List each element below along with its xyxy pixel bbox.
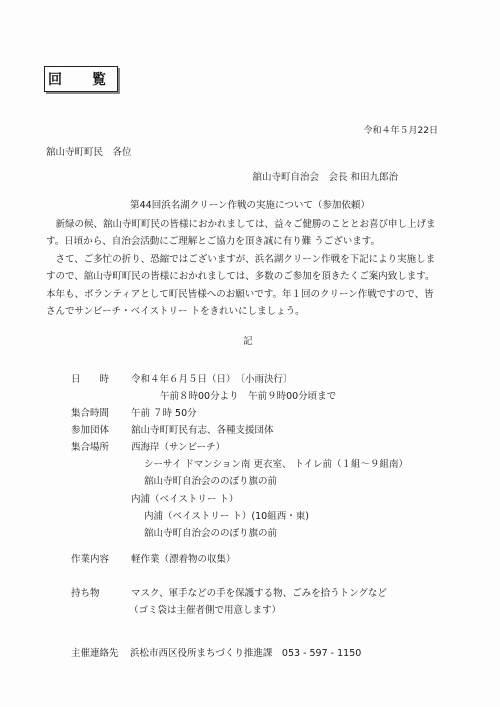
place-label: 集合場所 (71, 442, 110, 453)
contact-label: 主催連絡先 (71, 648, 119, 659)
circular-stamp: 回 覧 (44, 66, 118, 92)
datetime-value: 令和４年６月５日（日） 〔小雨決行〕 (131, 374, 293, 385)
datetime-value-time: 午前８時00分より 午前９時00分頃まで (160, 391, 337, 402)
sender-line: 舘山寺町自治会 会長 和田九郎治 (252, 172, 398, 183)
work-label: 作業内容 (71, 554, 110, 565)
place1-detail: シーサイ ドマンション南 更衣室、 トイレ前（１組～９組南） (144, 459, 408, 470)
recipient-line: 舘山寺町町民 各位 (46, 147, 132, 158)
place1-flag: 舘山寺町自治会ののぼり旗の前 (144, 476, 278, 487)
place1-name: 西海岸（サンビーチ） (131, 442, 226, 453)
place2-detail: 内浦（ベイストリー ト）(10組西・東) (144, 511, 309, 522)
place2-flag: 舘山寺町自治会ののぼり旗の前 (144, 528, 278, 539)
contact-value: 浜松市西区役所まちづくり推進課 053 - 597 - 1150 (130, 648, 362, 659)
place2-name: 内浦（ベイストリー ト） (131, 494, 239, 505)
request-paragraph: さて、ご多忙の折り、恐縮ではございますが、浜名湖クリーン作戦を下記により実施しますので、舘山寺町町民の皆様におかれましては、多数のご参加を頂きたくご案内致します。本年も、ボランティアとして町民皆様へのお願いです。年１回のクリーン作戦ですので、皆さんでサンビーチ・ベイストリー トをきれいにしましょう。 (46, 254, 436, 318)
groups-value: 舘山寺町町民有志、各種支援団体 (131, 425, 274, 436)
greeting-paragraph: 新緑の候、舘山寺町町民の皆様におかれましては、益々ご健勝のこととお喜び申し上げます。日頃から、自治会活動にご理解とご協力を頂き誠に有り難 うございます。 (46, 219, 436, 248)
bring-label: 持ち物 (71, 588, 100, 599)
document-title: 第44回浜名湖クリーン作戦の実施について（参加依頼） (130, 200, 370, 211)
bring-value: マスク、軍手などの手を保護する物、ごみを拾うトングなど (131, 588, 387, 599)
datetime-label: 日 時 (71, 374, 110, 385)
ki-heading: 記 (243, 336, 253, 347)
document-date: 令和４年５月22日 (363, 126, 438, 136)
work-value: 軽作業（漂着物の収集） (131, 554, 236, 565)
bring-note: （ゴミ袋は主催者側で用意します） (129, 605, 282, 616)
meeting-time-value: 午前 ７時 50分 (131, 408, 197, 419)
meeting-time-label: 集合時間 (71, 408, 110, 419)
groups-label: 参加団体 (71, 425, 110, 436)
